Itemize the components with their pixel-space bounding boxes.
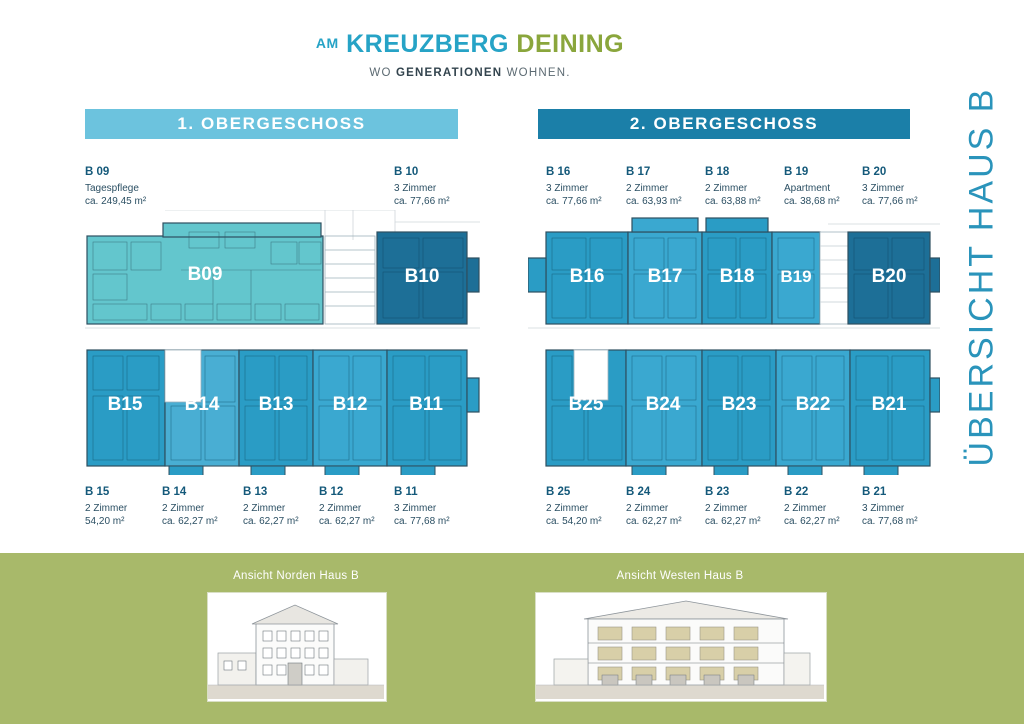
- unit-tag-b10: B10: [404, 266, 440, 287]
- unit-area-b19: ca. 38,68 m²: [784, 196, 840, 207]
- unit-rooms-b21: 3 Zimmer: [862, 502, 905, 514]
- unit-code-b14: B 14: [162, 486, 187, 498]
- unit-shape-b21: [850, 350, 940, 466]
- unit-label-b16: [546, 166, 602, 209]
- floor-header-1og: 1. OBERGESCHOSS: [85, 109, 458, 139]
- unit-shape-b19: [772, 232, 820, 324]
- unit-rooms-b24: 2 Zimmer: [626, 502, 669, 514]
- unit-tag-b12: B12: [332, 394, 368, 415]
- floor-header-2og: 2. OBERGESCHOSS: [538, 109, 910, 139]
- unit-label-b21: [862, 486, 918, 529]
- unit-shape-b15: [87, 350, 165, 466]
- unit-shape-b20: [848, 232, 940, 324]
- unit-area-b11: ca. 77,68 m²: [394, 516, 450, 527]
- caption-west-elevation: Ansicht Westen Haus B: [616, 570, 744, 582]
- unit-shape-b12: [313, 350, 387, 466]
- unit-label-b14: [162, 486, 218, 529]
- sheet-title-text: ÜBERSICHT HAUS B: [962, 86, 1001, 467]
- unit-code-b23: B 23: [705, 486, 730, 498]
- unit-code-b15: B 15: [85, 486, 110, 498]
- tagline-post: WOHNEN.: [502, 67, 571, 79]
- tagline-pre: WO: [369, 67, 397, 79]
- unit-label-b25: [546, 486, 602, 529]
- unit-area-b14: ca. 62,27 m²: [162, 516, 218, 527]
- unit-shape-b16: [528, 232, 628, 324]
- unit-shape-b22: [776, 350, 850, 466]
- unit-rooms-b19: Apartment: [784, 182, 831, 194]
- unit-label-b13: [243, 486, 299, 529]
- tagline-bold: GENERATIONEN: [396, 67, 503, 79]
- elevations-band: [0, 553, 1024, 724]
- unit-tag-b23: B23: [721, 394, 757, 415]
- logo-kreuzberg-text: KREUZBERG: [346, 30, 509, 58]
- unit-rooms-b11: 3 Zimmer: [394, 502, 437, 514]
- unit-code-b17: B 17: [626, 166, 651, 178]
- unit-code-b19: B 19: [784, 166, 809, 178]
- unit-area-b20: ca. 77,66 m²: [862, 196, 918, 207]
- unit-tag-b20: B20: [871, 266, 907, 287]
- unit-rooms-b17: 2 Zimmer: [626, 182, 669, 194]
- unit-shape-b17: [628, 218, 702, 324]
- unit-shape-b10: [377, 232, 479, 324]
- unit-code-b24: B 24: [626, 486, 651, 498]
- unit-tag-b09: B09: [187, 264, 223, 285]
- unit-tag-b17: B17: [647, 266, 683, 287]
- unit-rooms-b25: 2 Zimmer: [546, 502, 589, 514]
- unit-code-b18: B 18: [705, 166, 730, 178]
- unit-area-b21: ca. 77,68 m²: [862, 516, 918, 527]
- unit-label-b15: [85, 486, 127, 529]
- unit-tag-b19: B19: [780, 267, 812, 286]
- unit-shape-b23: [702, 350, 776, 466]
- unit-area-b24: ca. 62,27 m²: [626, 516, 682, 527]
- unit-area-b18: ca. 63,88 m²: [705, 196, 761, 207]
- unit-label-b23: [705, 486, 761, 529]
- unit-rooms-b18: 2 Zimmer: [705, 182, 748, 194]
- unit-rooms-b09: Tagespflege: [85, 182, 139, 194]
- unit-label-b20: [862, 166, 918, 209]
- unit-area-b25: ca. 54,20 m²: [546, 516, 602, 527]
- unit-code-b22: B 22: [784, 486, 809, 498]
- unit-tag-b15: B15: [107, 394, 143, 415]
- sheet-title-vertical: [940, 0, 1024, 553]
- unit-rooms-b15: 2 Zimmer: [85, 502, 128, 514]
- unit-area-b09: ca. 249,45 m²: [85, 196, 147, 207]
- elevation-north-image: [207, 592, 387, 702]
- unit-area-b22: ca. 62,27 m²: [784, 516, 840, 527]
- unit-tag-b18: B18: [719, 266, 755, 287]
- unit-tag-b22: B22: [795, 394, 831, 415]
- unit-label-b17: [626, 166, 682, 209]
- unit-area-b13: ca. 62,27 m²: [243, 516, 299, 527]
- unit-shape-b13: [239, 350, 313, 466]
- logo-tagline: [0, 67, 940, 79]
- unit-code-b13: B 13: [243, 486, 268, 498]
- unit-code-b11: B 11: [394, 486, 418, 498]
- unit-rooms-b14: 2 Zimmer: [162, 502, 205, 514]
- unit-area-b16: ca. 77,66 m²: [546, 196, 602, 207]
- logo-primary-line: [0, 30, 940, 59]
- logo-deining-text: DEINING: [516, 30, 625, 58]
- unit-code-b25: B 25: [546, 486, 571, 498]
- unit-tag-b16: B16: [569, 266, 605, 287]
- unit-label-b24: [626, 486, 682, 529]
- unit-shape-b09: [87, 223, 323, 324]
- unit-shape-b25: [546, 350, 626, 466]
- elevation-west-image: [535, 592, 827, 702]
- unit-label-b10: [394, 166, 450, 209]
- unit-label-b12: [319, 486, 375, 529]
- unit-rooms-b16: 3 Zimmer: [546, 182, 589, 194]
- floorplan-1og: [85, 210, 480, 475]
- unit-label-b19: [784, 166, 840, 209]
- unit-area-b12: ca. 62,27 m²: [319, 516, 375, 527]
- unit-code-b20: B 20: [862, 166, 887, 178]
- unit-shape-b14: [165, 350, 239, 466]
- unit-tag-b25: B25: [568, 394, 604, 415]
- caption-north-elevation: Ansicht Norden Haus B: [233, 570, 359, 582]
- unit-code-b10: B 10: [394, 166, 419, 178]
- unit-rooms-b22: 2 Zimmer: [784, 502, 827, 514]
- unit-label-b11: [394, 486, 450, 529]
- unit-area-b10: ca. 77,66 m²: [394, 196, 450, 207]
- unit-code-b16: B 16: [546, 166, 571, 178]
- unit-rooms-b23: 2 Zimmer: [705, 502, 748, 514]
- unit-shape-b24: [626, 350, 702, 466]
- unit-area-b15: 54,20 m²: [85, 516, 125, 527]
- unit-tag-b11: B11: [409, 394, 443, 415]
- unit-tag-b13: B13: [258, 394, 294, 415]
- unit-code-b12: B 12: [319, 486, 344, 498]
- unit-tag-b14: B14: [184, 394, 220, 415]
- unit-label-b22: [784, 486, 840, 529]
- logo-am-text: AM: [315, 35, 339, 51]
- unit-tag-b24: B24: [645, 394, 681, 415]
- floorplan-2og: [528, 210, 940, 475]
- unit-label-b09: [85, 166, 146, 209]
- unit-rooms-b12: 2 Zimmer: [319, 502, 362, 514]
- unit-shape-b11: [387, 350, 479, 466]
- unit-area-b23: ca. 62,27 m²: [705, 516, 761, 527]
- unit-shape-b18: [702, 218, 772, 324]
- unit-rooms-b13: 2 Zimmer: [243, 502, 286, 514]
- unit-rooms-b20: 3 Zimmer: [862, 182, 905, 194]
- unit-label-b18: [705, 166, 761, 209]
- unit-code-b09: B 09: [85, 166, 110, 178]
- brand-logo: [0, 30, 940, 79]
- unit-code-b21: B 21: [862, 486, 887, 498]
- unit-tag-b21: B21: [871, 394, 907, 415]
- unit-rooms-b10: 3 Zimmer: [394, 182, 437, 194]
- unit-area-b17: ca. 63,93 m²: [626, 196, 682, 207]
